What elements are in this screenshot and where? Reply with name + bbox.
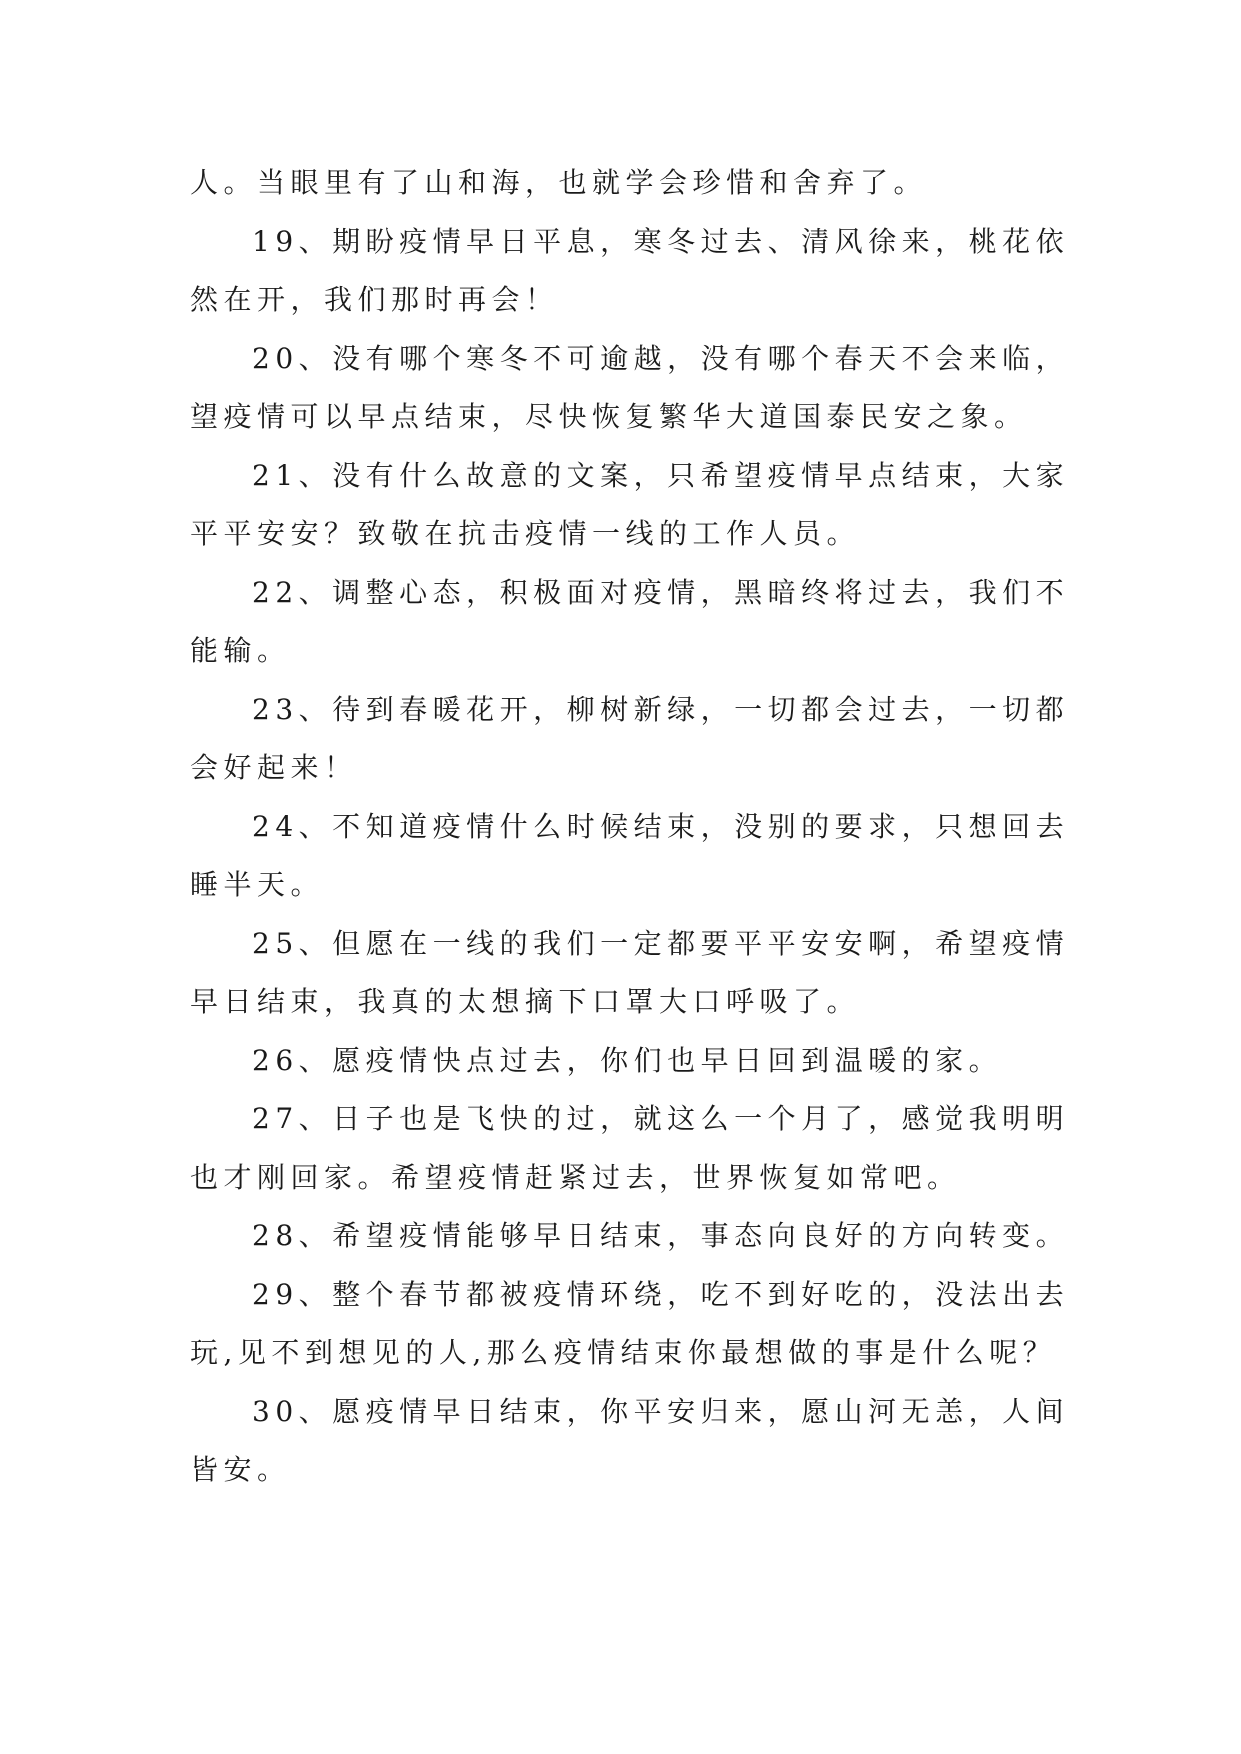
text-line: 睡半天。 [190, 868, 325, 901]
text-line: 19、期盼疫情早日平息，寒冬过去、清风徐来，桃花依 [252, 224, 1070, 258]
text-line: 会好起来！ [190, 751, 358, 784]
text-line: 25、但愿在一线的我们一定都要平平安安啊，希望疫情 [252, 926, 1070, 960]
text-line: 能输。 [190, 634, 291, 667]
text-line: 30、愿疫情早日结束，你平安归来，愿山河无恙，人间 [252, 1394, 1070, 1428]
text-line: 望疫情可以早点结束，尽快恢复繁华大道国泰民安之象。 [190, 400, 1028, 433]
text-line: 21、没有什么故意的文案，只希望疫情早点结束，大家 [252, 458, 1070, 492]
text-line: 人。当眼里有了山和海，也就学会珍惜和舍弃了。 [190, 166, 928, 199]
text-line: 22、调整心态，积极面对疫情，黑暗终将过去，我们不 [252, 575, 1070, 609]
text-line: 然在开，我们那时再会！ [190, 283, 559, 316]
text-line: 皆安。 [190, 1453, 291, 1486]
text-line: 20、没有哪个寒冬不可逾越，没有哪个春天不会来临， [252, 341, 1070, 375]
text-line: 也才刚回家。希望疫情赶紧过去，世界恢复如常吧。 [190, 1160, 961, 1194]
text-line: 27、日子也是飞快的过，就这么一个月了，感觉我明明 [252, 1102, 1070, 1135]
text-line: 28、希望疫情能够早日结束，事态向良好的方向转变。 [252, 1219, 1070, 1252]
text-line: 玩,见不到想见的人,那么疫情结束你最想做的事是什么呢？ [190, 1336, 1057, 1369]
text-line: 24、不知道疫情什么时候结束，没别的要求，只想回去 [252, 809, 1070, 843]
text-line: 平平安安？致敬在抗击疫情一线的工作人员。 [190, 517, 861, 550]
text-line: 早日结束，我真的太想摘下口罩大口呼吸了。 [190, 985, 861, 1018]
text-line: 29、整个春节都被疫情环绕，吃不到好吃的，没法出去 [252, 1277, 1070, 1311]
text-line: 26、愿疫情快点过去，你们也早日回到温暖的家。 [252, 1043, 1003, 1077]
text-line: 23、待到春暖花开，柳树新绿，一切都会过去，一切都 [252, 692, 1070, 726]
document-body [190, 154, 1070, 1500]
